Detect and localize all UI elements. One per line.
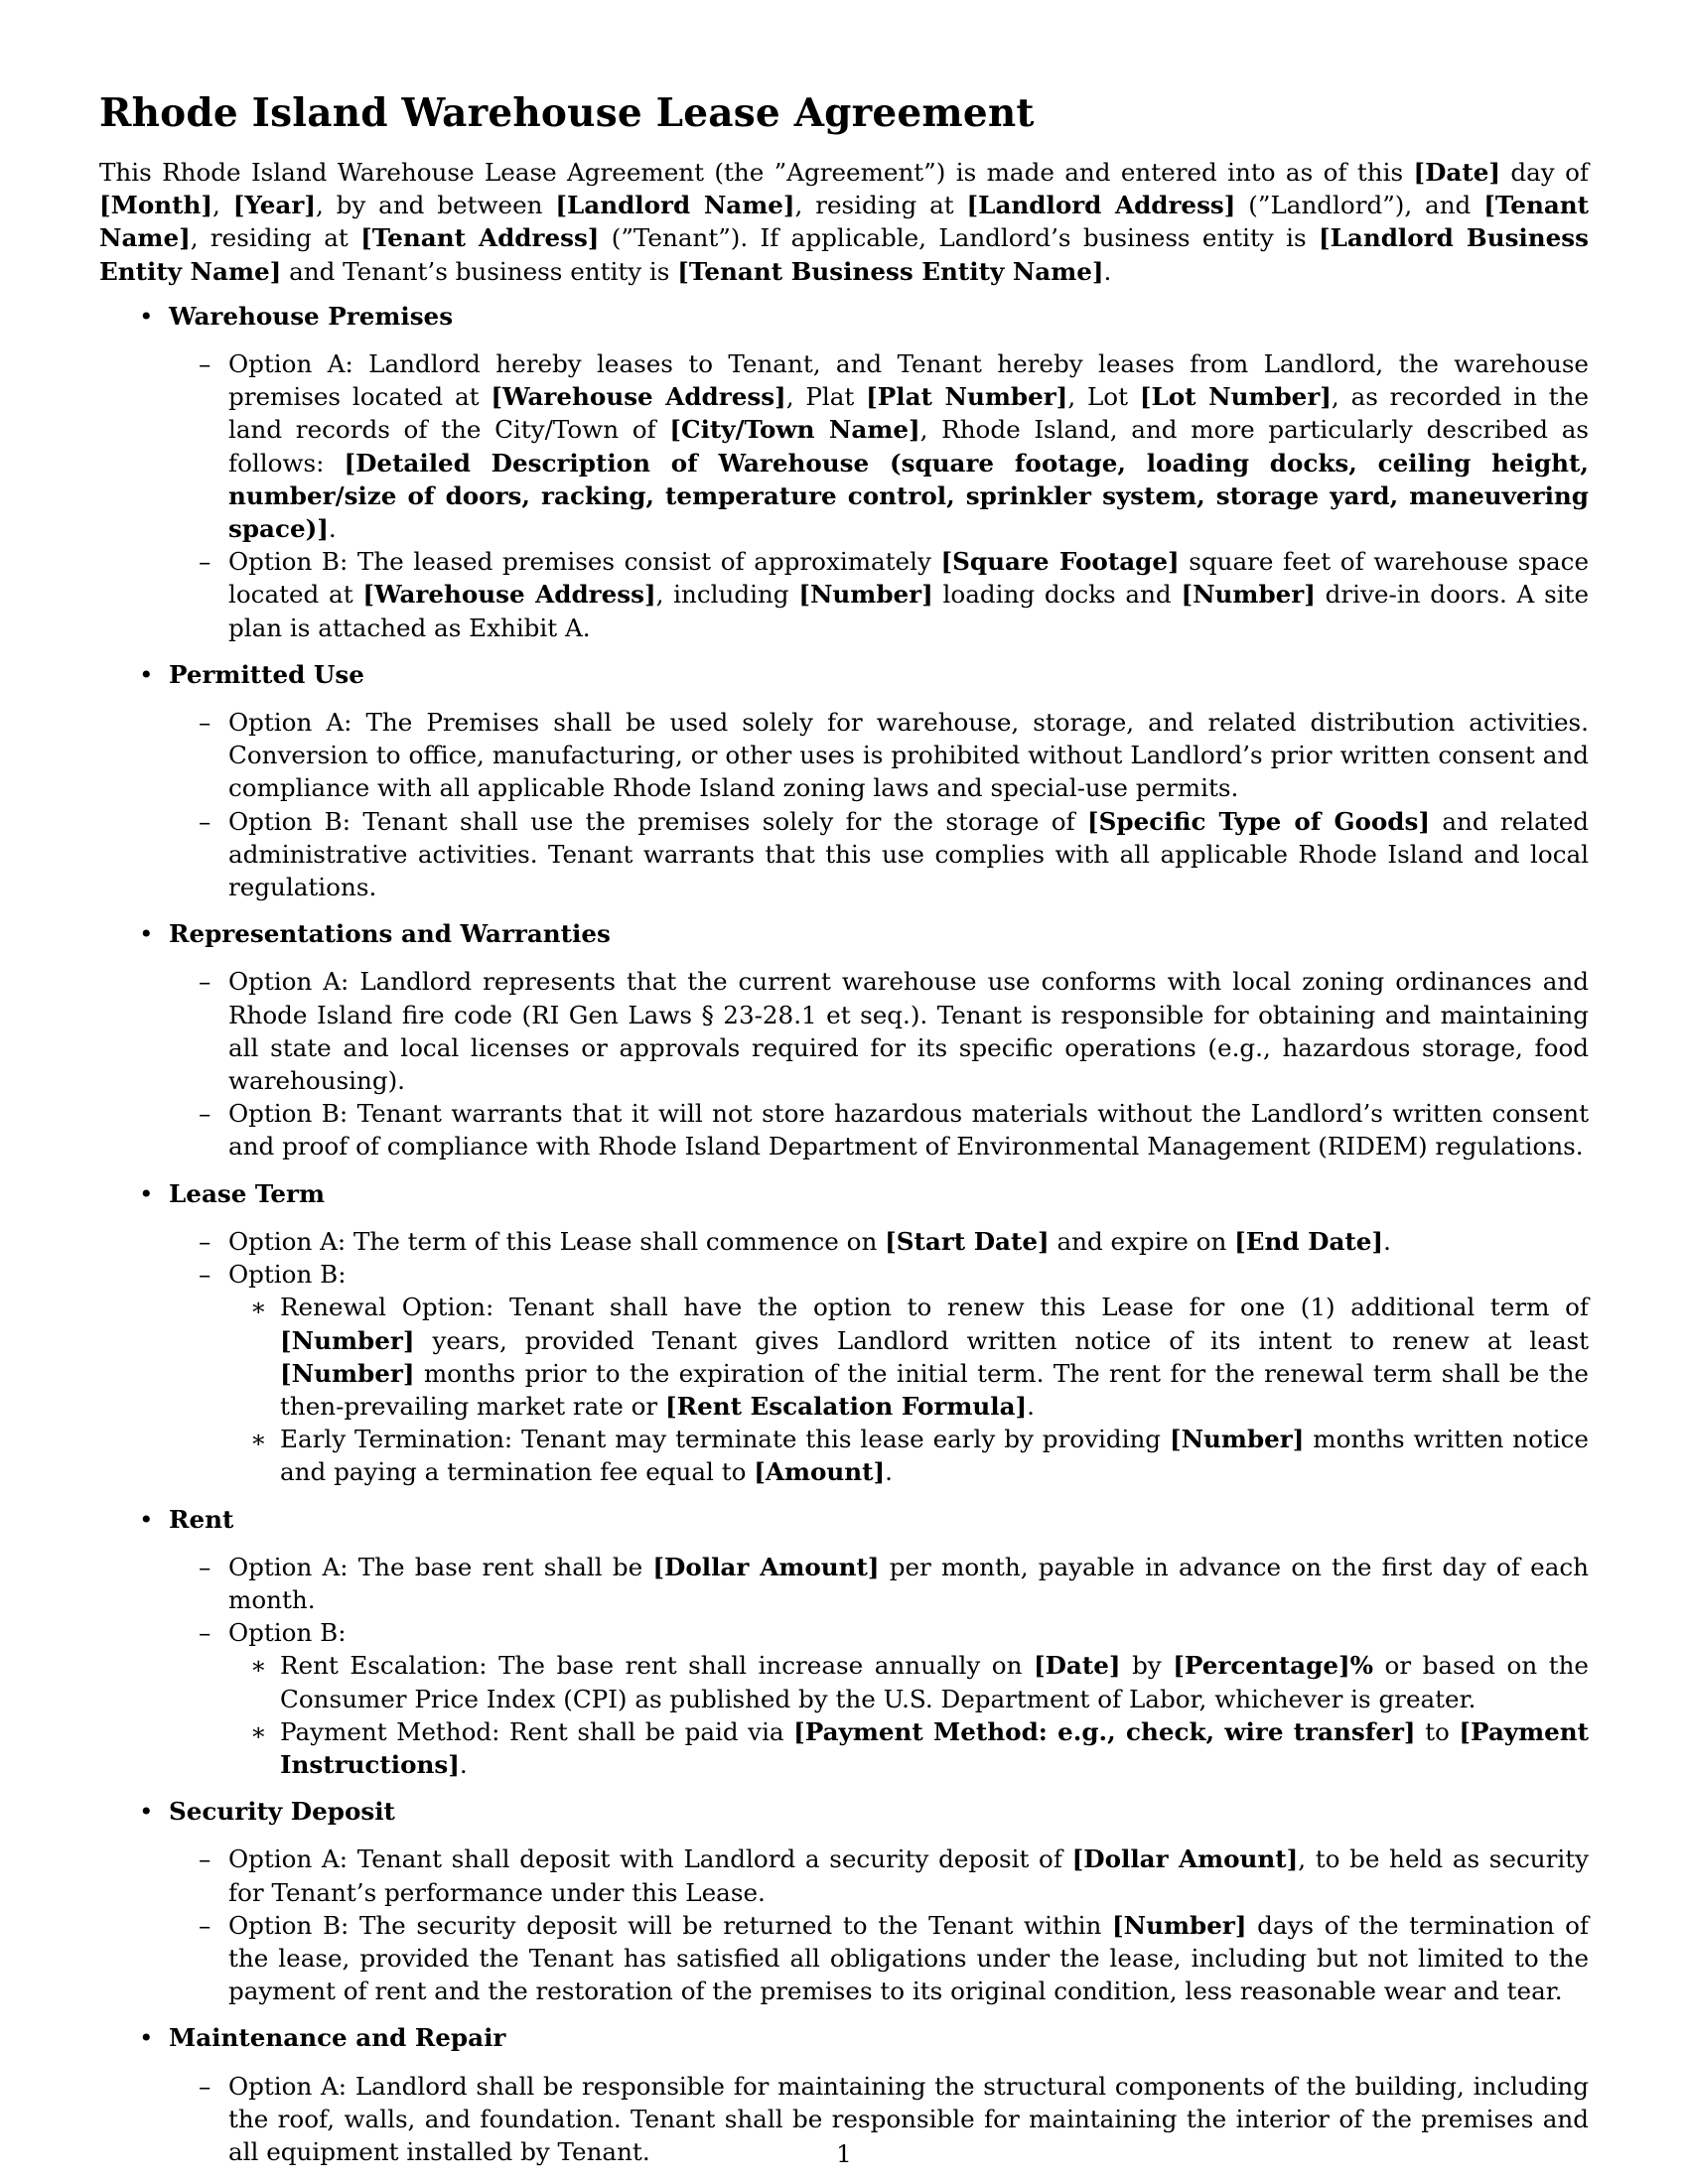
option-text: Option A: Landlord shall be responsible for maintaining the structural components of the building, including the roof, walls, and foundation. Tenant shall be responsible for maintaining the interior of the premises and all equipment installed by Tenant.	[228, 2071, 1589, 2166]
option-text: Option B: The leased premises consist of approximately [Square Footage] square feet of warehouse space located at [Warehouse Address], including [Number] loading docks and [Number] drive-in doors. A site plan is attached as Exhibit A.	[228, 547, 1589, 642]
sub-option-item	[228, 1291, 1589, 1423]
option-item	[169, 706, 1589, 805]
placeholder-field: [Tenant Address]	[360, 223, 600, 253]
section-item	[99, 300, 1589, 644]
section-heading: Permitted Use	[169, 659, 364, 689]
section-heading: Lease Term	[169, 1178, 326, 1208]
bullet-marker: •	[139, 1178, 154, 1208]
sub-option-list	[228, 1649, 1589, 1781]
star-marker: ∗	[250, 1651, 267, 1681]
bullet-marker: •	[139, 1797, 154, 1827]
placeholder-field: [Number]	[798, 580, 933, 610]
bullet-marker: •	[139, 301, 154, 331]
dash-marker: –	[199, 1552, 211, 1581]
section-item	[99, 1795, 1589, 2007]
placeholder-field: [Tenant Name]	[99, 191, 1590, 253]
option-item	[169, 1551, 1589, 1616]
option-text: Option B: Tenant shall use the premises solely for the storage of [Specific Type of Goods] and related administrative activities. Tenant warrants that this use complies with all applicable Rhode Island and local regulations.	[228, 806, 1590, 902]
section-heading: Warehouse Premises	[169, 301, 454, 331]
dash-marker: –	[199, 708, 211, 738]
document-title: Rhode Island Warehouse Lease Agreement	[99, 90, 1035, 136]
option-text: Option B:	[228, 1260, 347, 1290]
section-item	[99, 917, 1589, 1162]
placeholder-field: [Detailed Description of Warehouse (square footage, loading docks, ceiling height, number/size of doors, racking, temperature control, sprinkler system, storage yard, maneuvering space)]	[228, 448, 1589, 544]
star-marker: ∗	[250, 1425, 267, 1454]
section-heading: Representations and Warranties	[169, 919, 611, 949]
bullet-marker: •	[139, 1504, 154, 1534]
dash-marker: –	[199, 967, 211, 997]
section-item	[99, 658, 1589, 903]
section-heading: Security Deposit	[169, 1797, 395, 1827]
placeholder-field: [Number]	[280, 1358, 415, 1388]
placeholder-field: [Month]	[99, 191, 213, 220]
placeholder-field: [Lot Number]	[1139, 382, 1332, 412]
placeholder-field: [Landlord Address]	[966, 191, 1236, 220]
bullet-marker: •	[139, 919, 154, 949]
page-number: 1	[836, 2139, 852, 2168]
dash-marker: –	[199, 806, 211, 836]
bullet-marker: •	[139, 2023, 154, 2053]
placeholder-field: [City/Town Name]	[669, 415, 920, 445]
placeholder-field: [Payment Instructions]	[280, 1716, 1589, 1779]
section-item	[99, 1503, 1589, 1782]
section-item	[99, 1177, 1589, 1489]
sub-option-item	[228, 1423, 1589, 1488]
placeholder-field: [Warehouse Address]	[362, 580, 656, 610]
option-text: Option A: The Premises shall be used solely for warehouse, storage, and related distribution activities. Conversion to office, manufacturing, or other uses is prohibited without Landlord’s prior written consent and compliance with all applicable Rhode Island zoning laws and special-use permits.	[228, 708, 1589, 803]
dash-marker: –	[199, 1226, 211, 1256]
option-item	[169, 1909, 1589, 2008]
option-text: Option A: The term of this Lease shall commence on [Start Date] and expire on [End Date].	[228, 1226, 1391, 1256]
bullet-marker: •	[139, 659, 154, 689]
placeholder-field: [Number]	[280, 1325, 415, 1355]
placeholder-field: [Landlord Business Entity Name]	[99, 223, 1589, 286]
placeholder-field: [Number]	[1181, 580, 1316, 610]
placeholder-field: [Amount]	[754, 1457, 886, 1487]
sub-option-text: Renewal Option: Tenant shall have the option to renew this Lease for one (1) additional term of [Number] years, provided Tenant gives Landlord written notice of its intent to renew at least [Number] months prior to the expiration of the initial term. The rent for the renewal term shall be the then-prevailing market rate or [Rent Escalation Formula].	[280, 1293, 1589, 1421]
placeholder-field: [Rent Escalation Formula]	[665, 1391, 1028, 1421]
option-item	[169, 1225, 1589, 1258]
star-marker: ∗	[250, 1293, 267, 1322]
placeholder-field: [Dollar Amount]	[1071, 1844, 1299, 1874]
option-item	[169, 965, 1589, 1097]
sub-option-text: Payment Method: Rent shall be paid via [Payment Method: e.g., check, wire transfer] to [Payment Instructions].	[280, 1716, 1589, 1779]
option-item	[169, 545, 1589, 644]
dash-marker: –	[199, 2071, 211, 2101]
option-text: Option B: The security deposit will be returned to the Tenant within [Number] days of the termination of the lease, provided the Tenant has satisfied all obligations under the lease, including but not limited to the payment of rent and the restoration of the premises to its original condition, less reasonable wear and tear.	[228, 1910, 1589, 2006]
section-list	[99, 300, 1589, 2168]
option-item	[169, 347, 1589, 545]
option-item	[169, 1097, 1589, 1162]
placeholder-field: [Number]	[1169, 1425, 1305, 1454]
placeholder-field: [Warehouse Address]	[491, 382, 786, 412]
placeholder-field: [Landlord Name]	[555, 191, 795, 220]
option-text: Option B:	[228, 1618, 347, 1648]
option-text: Option A: The base rent shall be [Dollar Amount] per month, payable in advance on the first day of each month.	[228, 1552, 1589, 1614]
option-list	[169, 1843, 1589, 2007]
sub-option-item	[228, 1649, 1589, 1714]
option-list	[169, 706, 1589, 903]
star-marker: ∗	[250, 1716, 267, 1746]
dash-marker: –	[199, 1844, 211, 1874]
sub-option-text: Rent Escalation: The base rent shall increase annually on [Date] by [Percentage]% or based on the Consumer Price Index (CPI) as published by the U.S. Department of Labor, whichever is greater.	[280, 1651, 1589, 1713]
option-list	[169, 965, 1589, 1162]
document-body	[99, 87, 1589, 2168]
placeholder-field: [Date]	[1413, 158, 1501, 187]
option-item	[169, 1843, 1589, 1908]
placeholder-field: [Payment Method: e.g., check, wire transfer]	[793, 1716, 1416, 1746]
option-item	[169, 1258, 1589, 1488]
placeholder-field: [Dollar Amount]	[652, 1552, 880, 1581]
option-list	[169, 1551, 1589, 1781]
section-heading: Maintenance and Repair	[169, 2023, 506, 2053]
dash-marker: –	[199, 1099, 211, 1129]
dash-marker: –	[199, 547, 211, 577]
placeholder-field: [Plat Number]	[866, 382, 1068, 412]
option-list	[169, 347, 1589, 644]
option-text: Option A: Landlord hereby leases to Tenant, and Tenant hereby leases from Landlord, the warehouse premises located at [Warehouse Address], Plat [Plat Number], Lot [Lot Number], as recorded in the land records of the City/Town of [City/Town Name], Rhode Island, and more particularly described as follows: [Detailed Description of Warehouse (square footage, loading docks, ceiling height, number/size of doors, racking, temperature control, sprinkler system, storage yard, maneuvering space)].	[228, 349, 1590, 544]
option-text: Option A: Landlord represents that the current warehouse use conforms with local zoning ordinances and Rhode Island fire code (RI Gen Laws § 23-28.1 et seq.). Tenant is responsible for obtaining and maintaining all state and local licenses or approvals required for its specific operations (e.g., hazardous storage, food warehousing).	[228, 967, 1589, 1096]
placeholder-field: [Specific Type of Goods]	[1087, 806, 1430, 836]
option-text: Option B: Tenant warrants that it will not store hazardous materials without the Landlord’s written consent and proof of compliance with Rhode Island Department of Environmental Management (RIDEM) regulations.	[228, 1099, 1589, 1161]
placeholder-field: [Date]	[1033, 1651, 1121, 1681]
sub-option-text: Early Termination: Tenant may terminate this lease early by providing [Number] months written notice and paying a termination fee equal to [Amount].	[280, 1425, 1589, 1487]
placeholder-field: [Percentage]%	[1173, 1651, 1373, 1681]
placeholder-field: [Tenant Business Entity Name]	[677, 256, 1104, 286]
placeholder-field: [Year]	[232, 191, 316, 220]
dash-marker: –	[199, 1260, 211, 1290]
dash-marker: –	[199, 349, 211, 379]
dash-marker: –	[199, 1618, 211, 1648]
placeholder-field: [Square Footage]	[940, 547, 1180, 577]
placeholder-field: [End Date]	[1234, 1226, 1384, 1256]
section-heading: Rent	[169, 1504, 234, 1534]
intro-paragraph: This Rhode Island Warehouse Lease Agreement (the ”Agreement”) is made and entered into as of this [Date] day of [Month], [Year], by and between [Landlord Name], residing at [Landlord Address] (”Landlord”), and [Tenant Name], residing at [Tenant Address] (”Tenant”). If applicable, Landlord’s business entity is [Landlord Business Entity Name] and Tenant’s business entity is [Tenant Business Entity Name].	[99, 158, 1590, 286]
dash-marker: –	[199, 1910, 211, 1940]
placeholder-field: [Number]	[1112, 1910, 1247, 1940]
placeholder-field: [Start Date]	[885, 1226, 1050, 1256]
option-list	[169, 1225, 1589, 1489]
sub-option-list	[228, 1291, 1589, 1488]
option-item	[169, 805, 1589, 904]
sub-option-item	[228, 1715, 1589, 1781]
option-text: Option A: Tenant shall deposit with Landlord a security deposit of [Dollar Amount], to be held as security for Tenant’s performance under this Lease.	[228, 1844, 1589, 1907]
option-item	[169, 1616, 1589, 1781]
